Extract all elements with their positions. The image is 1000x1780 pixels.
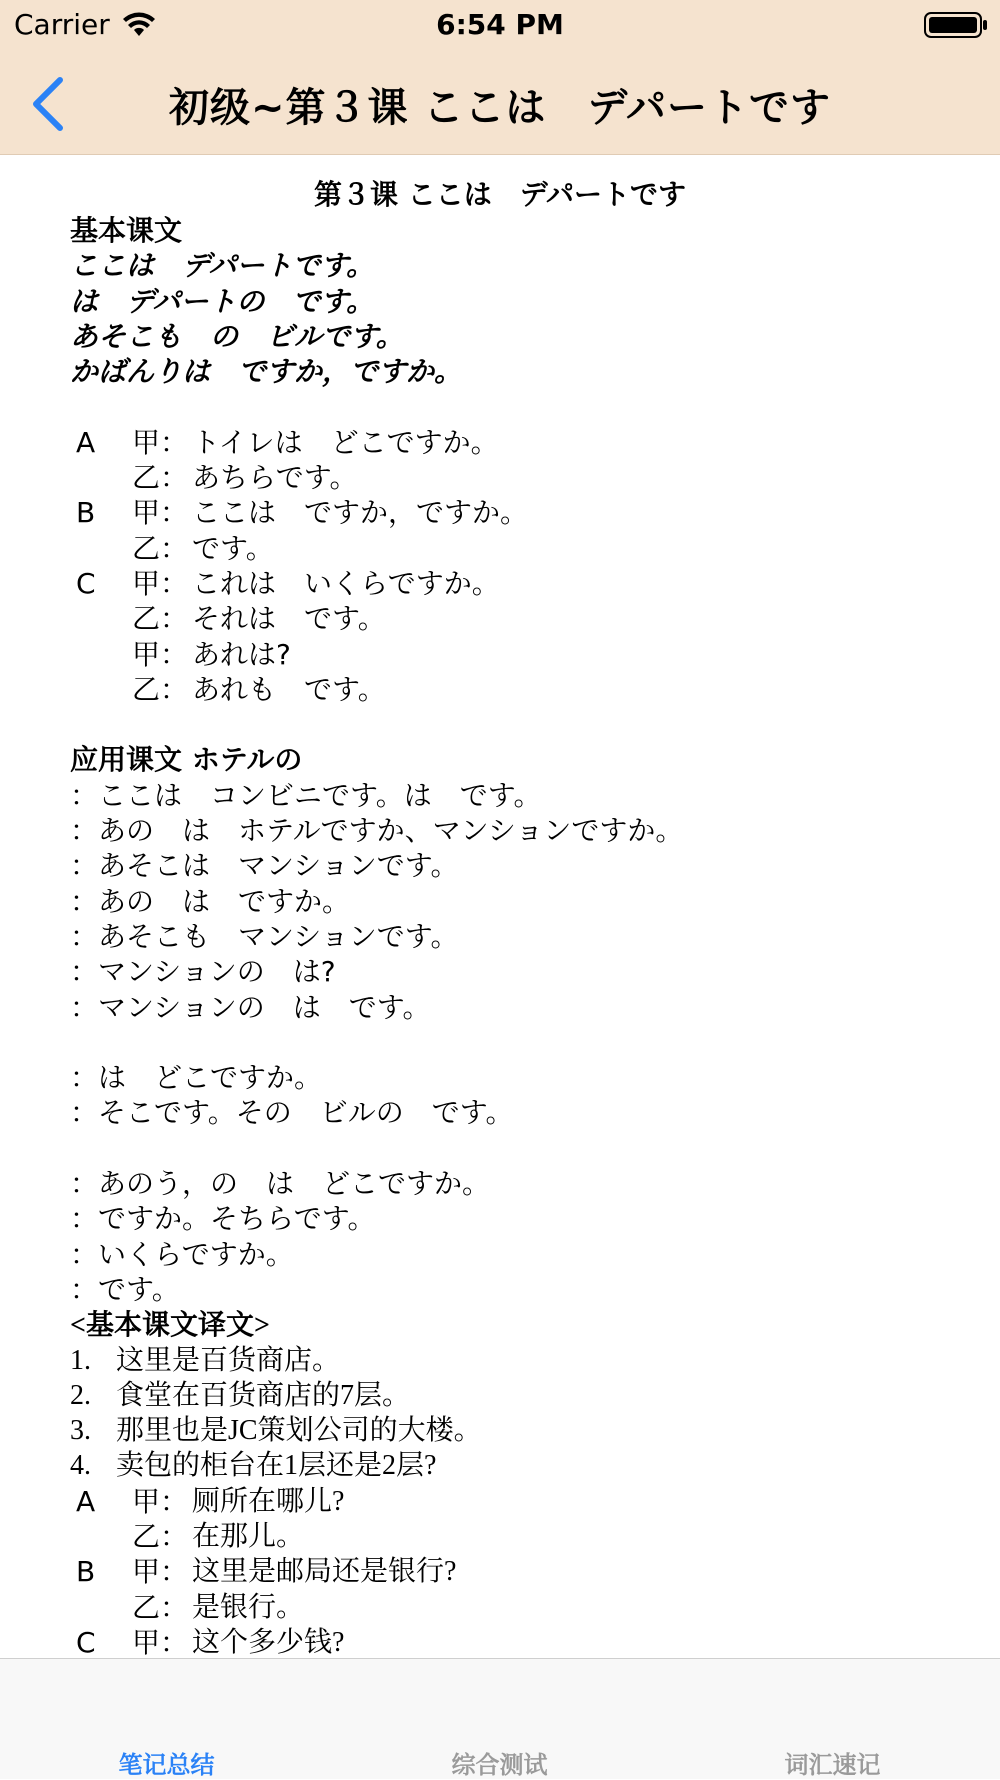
dialog-line [70, 425, 990, 460]
translation-line [70, 1378, 990, 1413]
line-number: 3. [70, 1415, 91, 1447]
dialog-text: それは です。 [192, 602, 386, 636]
status-bar [0, 0, 1000, 52]
dialog-text: トイレは どこですか。 [192, 425, 499, 459]
translation-dialog-line [70, 1590, 990, 1625]
dialog-speaker: 乙： [132, 1590, 189, 1624]
dialog-line [70, 601, 990, 636]
dialog-key [70, 601, 132, 636]
dialog-speaker: 甲： [132, 496, 189, 530]
tab-notes-summary[interactable]: 笔记总结 [118, 1751, 215, 1779]
basic-line: あそこも の ビルです。 [70, 319, 404, 353]
dialog-key: B [76, 496, 96, 530]
applied-line: ：ですか。そちらです。 [70, 1202, 376, 1236]
translation-text: 食堂在百货商店的7层。 [116, 1379, 411, 1411]
translation-heading: <基本课文译文> [70, 1308, 270, 1342]
applied-line: ：あそこも マンションです。 [70, 919, 459, 953]
dialog-speaker: 甲： [132, 637, 189, 671]
applied-line: ：そこです。その ビルの です。 [70, 1096, 514, 1130]
line-number: 1. [70, 1344, 91, 1376]
applied-line: ：あのう，の は どこですか。 [70, 1167, 491, 1201]
translation-dialog-line [70, 1554, 990, 1589]
applied-line: ：あの は ですか。 [70, 884, 351, 918]
dialog-line [70, 495, 990, 530]
translation-text: 卖包的柜台在1层还是2层? [116, 1450, 437, 1482]
dialog-text: 这个多少钱? [192, 1626, 345, 1658]
dialog-text: です。 [192, 531, 274, 565]
applied-line: ：マンションの は? [70, 955, 336, 989]
battery-icon [924, 12, 988, 38]
dialog-text: ここは ですか，ですか。 [192, 496, 529, 530]
dialog-text: 厕所在哪儿? [192, 1485, 345, 1517]
dialog-text: あれは? [192, 637, 291, 671]
status-time: 6:54 PM [436, 8, 564, 41]
applied-line: ：あそこは マンションです。 [70, 849, 459, 883]
carrier-label: Carrier [14, 8, 110, 41]
dialog-text: 在那儿。 [192, 1520, 305, 1552]
applied-line: ：です。 [70, 1272, 180, 1306]
dialog-line [70, 460, 990, 495]
tab-bar [0, 1658, 1000, 1779]
dialog-key: B [76, 1555, 96, 1589]
dialog-speaker: 乙： [132, 1519, 189, 1553]
translation-dialog-line [70, 1519, 990, 1554]
dialog-text: 这里是邮局还是银行? [192, 1556, 457, 1588]
navigation-bar [0, 52, 1000, 155]
dialog-line [70, 566, 990, 601]
applied-text-heading: 应用课文 ホテルの [70, 743, 303, 777]
applied-line: ：マンションの は です。 [70, 990, 431, 1024]
basic-line: は デパートの です。 [70, 284, 375, 318]
dialog-key [70, 1519, 132, 1554]
dialog-speaker: 甲： [132, 1555, 189, 1589]
lesson-body [70, 213, 990, 1658]
translation-text: 那里也是JC策划公司的大楼。 [116, 1415, 482, 1447]
dialog-line [70, 531, 990, 566]
dialog-key: C [76, 566, 96, 600]
line-number: 2. [70, 1379, 91, 1411]
dialog-line [70, 672, 990, 707]
dialog-text: あちらです。 [192, 461, 358, 495]
translation-line [70, 1343, 990, 1378]
dialog-key: C [76, 1625, 96, 1658]
document-title: 第３课 ここは デパートです [313, 178, 687, 211]
translation-dialog-line [70, 1484, 990, 1519]
applied-line: ：ここは コンビニです。は です。 [70, 778, 542, 812]
applied-line: ：いくらですか。 [70, 1237, 294, 1271]
tab-comprehensive-test[interactable]: 综合测试 [451, 1751, 548, 1779]
lesson-content[interactable] [0, 155, 1000, 1658]
applied-line: ：あの は ホテルですか、マンションですか。 [70, 814, 684, 848]
dialog-speaker: 乙： [132, 461, 189, 495]
translation-line [70, 1448, 990, 1483]
dialog-key: A [76, 1484, 96, 1518]
dialog-speaker: 甲： [132, 1625, 189, 1658]
dialog-key [70, 1590, 132, 1625]
dialog-text: あれも です。 [192, 672, 386, 706]
dialog-key [70, 531, 132, 566]
translation-dialog-line [70, 1625, 990, 1658]
translation-text: 这里是百货商店。 [116, 1344, 341, 1376]
dialog-speaker: 乙： [132, 531, 189, 565]
dialog-text: これは いくらですか。 [192, 566, 500, 600]
dialog-key [70, 637, 132, 672]
page-title: 初级~第３课 ここは デパートです [168, 85, 832, 131]
applied-line: ：は どこですか。 [70, 1061, 323, 1095]
dialog-speaker: 乙： [132, 672, 189, 706]
dialog-speaker: 甲： [132, 425, 189, 459]
basic-text-heading: 基本课文 [70, 214, 183, 247]
dialog-speaker: 甲： [132, 1484, 189, 1518]
basic-line: かばんりは ですか，ですか。 [70, 355, 463, 389]
dialog-speaker: 乙： [132, 602, 189, 636]
tab-vocabulary[interactable]: 词汇速记 [784, 1751, 881, 1779]
dialog-key: A [76, 425, 96, 459]
basic-line: ここは デパートです。 [70, 249, 375, 283]
dialog-text: 是银行。 [192, 1591, 305, 1623]
translation-line [70, 1413, 990, 1448]
dialog-speaker: 甲： [132, 566, 189, 600]
dialog-key [70, 672, 132, 707]
dialog-line [70, 637, 990, 672]
line-number: 4. [70, 1450, 91, 1482]
dialog-key [70, 460, 132, 495]
